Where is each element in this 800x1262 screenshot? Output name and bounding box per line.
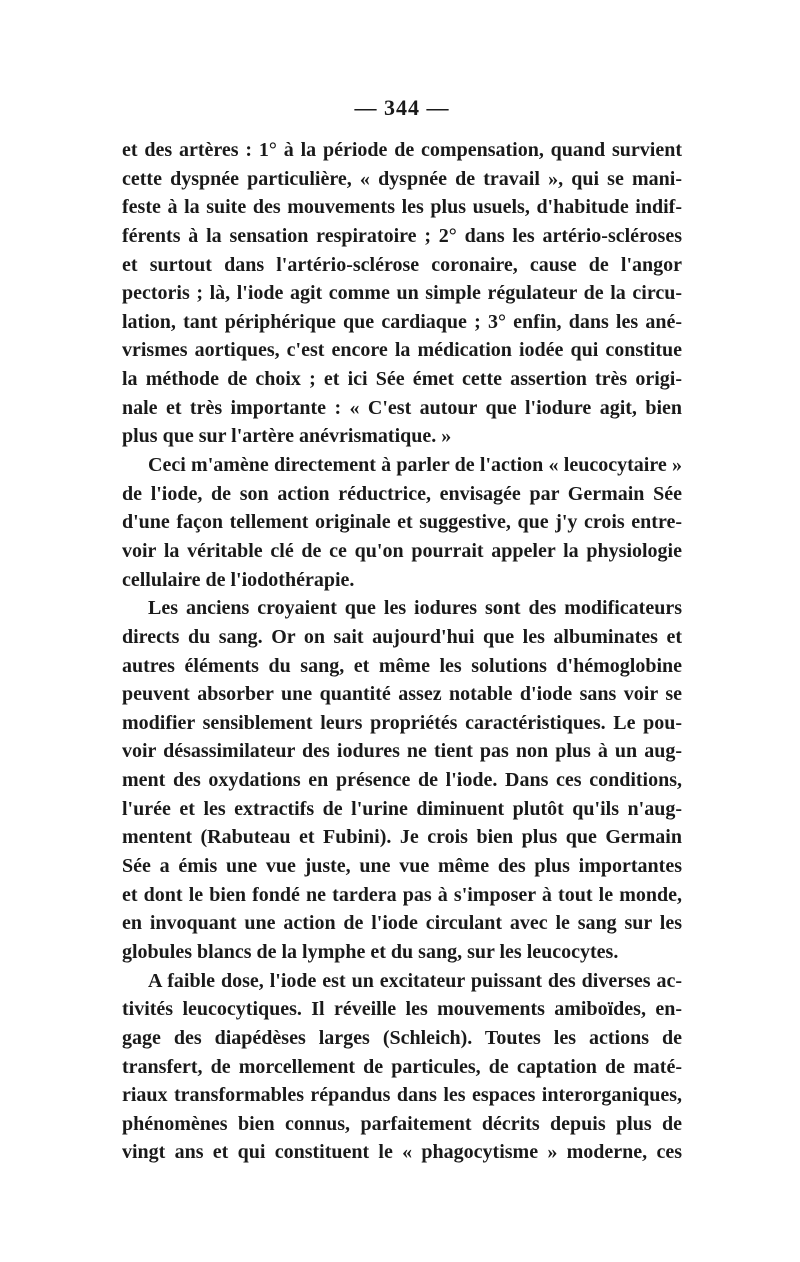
text-line: vingt ans et qui constituent le « phagocytisme » moderne, ces: [122, 1141, 682, 1164]
text-line: voir désassimilateur des iodures ne tient pas non plus à un aug-: [122, 740, 682, 763]
document-page: [122, 0, 682, 1262]
text-line: globules blancs de la lymphe et du sang, sur les leucocytes.: [122, 940, 619, 963]
text-line: d'une façon tellement originale et suggestive, que j'y crois entre-: [122, 511, 682, 534]
text-line: tivités leucocytiques. Il réveille les mouvements amiboïdes, en-: [122, 998, 682, 1021]
text-line: Sée a émis une vue juste, une vue même des plus importantes: [122, 855, 682, 878]
text-line: mentent (Rabuteau et Fubini). Je crois bien plus que Germain: [122, 826, 682, 849]
text-line: et dont le bien fondé ne tardera pas à s'imposer à tout le monde,: [122, 883, 682, 906]
page-number: — 344 —: [354, 95, 450, 120]
text-line: modifier sensiblement leurs propriétés caractéristiques. Le pou-: [122, 711, 682, 734]
text-line: l'urée et les extractifs de l'urine diminuent plutôt qu'ils n'aug-: [122, 797, 682, 820]
text-line: riaux transformables répandus dans les espaces interorganiques,: [122, 1084, 682, 1107]
text-line: et des artères : 1° à la période de compensation, quand survient: [122, 139, 682, 161]
text-line: en invoquant une action de l'iode circulant avec le sang sur les: [122, 912, 682, 935]
text-line: vrismes aortiques, c'est encore la médication iodée qui constitue: [122, 339, 682, 362]
text-line: Ceci m'amène directement à parler de l'action « leucocytaire »: [148, 454, 682, 477]
text-line: cette dyspnée particulière, « dyspnée de travail », qui se mani-: [122, 167, 682, 190]
text-line: ment des oxydations en présence de l'iode. Dans ces conditions,: [122, 769, 682, 792]
text-line: plus que sur l'artère anévrismatique. »: [122, 425, 452, 448]
text-line: autres éléments du sang, et même les solutions d'hémoglobine: [122, 654, 682, 677]
text-line: transfert, de morcellement de particules, de captation de maté-: [122, 1055, 682, 1078]
text-line: phénomènes bien connus, parfaitement décrits depuis plus de: [122, 1112, 682, 1135]
text-line: nale et très importante : « C'est autour que l'iodure agit, bien: [122, 396, 682, 419]
text-line: et surtout dans l'artério-sclérose coronaire, cause de l'angor: [122, 253, 682, 276]
text-line: feste à la suite des mouvements les plus usuels, d'habitude indif-: [122, 196, 682, 219]
text-line: de l'iode, de son action réductrice, envisagée par Germain Sée: [122, 482, 682, 505]
text-line: la méthode de choix ; et ici Sée émet cette assertion très origi-: [122, 368, 682, 391]
text-line: gage des diapédèses larges (Schleich). Toutes les actions de: [122, 1026, 682, 1049]
text-line: voir la véritable clé de ce qu'on pourrait appeler la physiologie: [122, 539, 682, 562]
text-line: Les anciens croyaient que les iodures sont des modificateurs: [148, 597, 682, 620]
body-text: [122, 136, 682, 1167]
text-line: cellulaire de l'iodothérapie.: [122, 568, 355, 591]
text-line: directs du sang. Or on sait aujourd'hui que les albuminates et: [122, 625, 682, 648]
text-line: pectoris ; là, l'iode agit comme un simple régulateur de la circu-: [122, 282, 682, 305]
text-line: A faible dose, l'iode est un excitateur puissant des diverses ac-: [148, 969, 682, 992]
text-line: férents à la sensation respiratoire ; 2° dans les artério-scléroses: [122, 224, 682, 247]
text-line: peuvent absorber une quantité assez notable d'iode sans voir se: [122, 683, 682, 706]
text-line: lation, tant périphérique que cardiaque ; 3° enfin, dans les ané-: [122, 310, 682, 333]
